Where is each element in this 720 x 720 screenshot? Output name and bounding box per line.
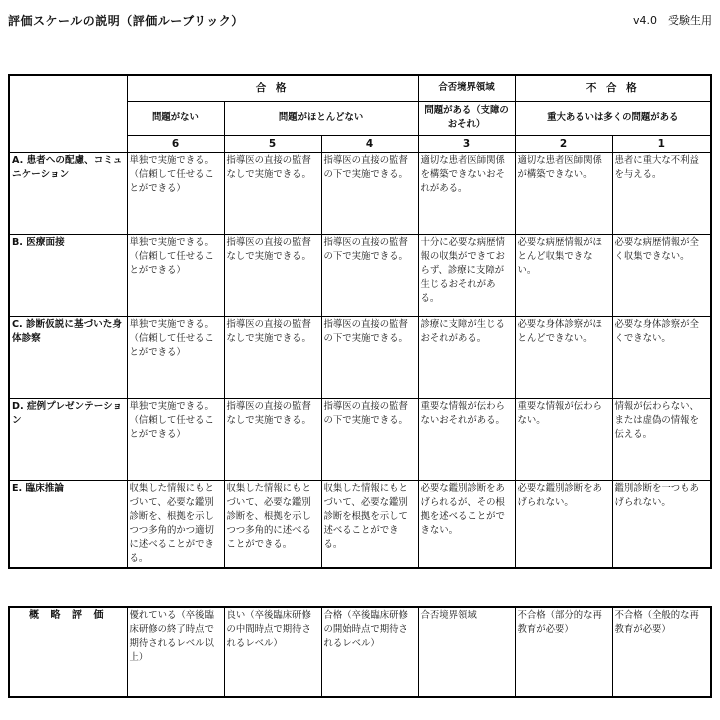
criterion-row-c: [9, 316, 711, 398]
subgroup-almost-no-problem: 問題がほとんどない: [224, 101, 418, 135]
group-borderline-header: 合否境界領域: [418, 75, 515, 101]
summary-table: [8, 606, 712, 698]
criterion-label: A. 患者への配慮、コミュニケーション: [9, 152, 127, 234]
score-3: 3: [418, 135, 515, 152]
group-fail-header: 不 合 格: [515, 75, 711, 101]
criterion-label: B. 医療面接: [9, 234, 127, 316]
rubric-cell: 指導医の直接の監督の下で実施できる。: [321, 152, 418, 234]
rubric-cell: 重要な情報が伝わらないおそれがある。: [418, 398, 515, 480]
rubric-cell: 必要な病歴情報がほとんど収集できない。: [515, 234, 612, 316]
corner-cell: [9, 75, 127, 152]
criterion-label: E. 臨床推論: [9, 480, 127, 568]
rubric-cell: 指導医の直接の監督なしで実施できる。: [224, 398, 321, 480]
rubric-cell: 必要な身体診察がほとんどできない。: [515, 316, 612, 398]
rubric-cell: 重要な情報が伝わらない。: [515, 398, 612, 480]
score-4: 4: [321, 135, 418, 152]
rubric-cell: 収集した情報にもとづいて、必要な鑑別診断を根拠を示して述べることができる。: [321, 480, 418, 568]
rubric-cell: 必要な病歴情報が全く収集できない。: [612, 234, 711, 316]
rubric-cell: 単独で実施できる。（信頼して任せることができる）: [127, 316, 224, 398]
criterion-row-a: [9, 152, 711, 234]
rubric-cell: 単独で実施できる。（信頼して任せることができる）: [127, 152, 224, 234]
score-2: 2: [515, 135, 612, 152]
summary-cell: 不合格（全般的な再教育が必要）: [612, 607, 711, 697]
criterion-row-b: [9, 234, 711, 316]
summary-cell: 合格（卒後臨床研修の開始時点で期待されるレベル）: [321, 607, 418, 697]
criterion-label: D. 症例プレゼンテーション: [9, 398, 127, 480]
rubric-cell: 患者に重大な不利益を与える。: [612, 152, 711, 234]
score-1: 1: [612, 135, 711, 152]
rubric-cell: 指導医の直接の監督なしで実施できる。: [224, 152, 321, 234]
rubric-cell: 適切な患者医師関係を構築できないおそれがある。: [418, 152, 515, 234]
rubric-cell: 指導医の直接の監督の下で実施できる。: [321, 316, 418, 398]
score-6: 6: [127, 135, 224, 152]
criterion-row-e: [9, 480, 711, 568]
rubric-cell: 情報が伝わらない、または虚偽の情報を伝える。: [612, 398, 711, 480]
rubric-cell: 適切な患者医師関係が構築できない。: [515, 152, 612, 234]
rubric-cell: 指導医の直接の監督の下で実施できる。: [321, 398, 418, 480]
rubric-cell: 鑑別診断を一つもあげられない。: [612, 480, 711, 568]
score-5: 5: [224, 135, 321, 152]
rubric-cell: 必要な鑑別診断をあげられるが、その根拠を述べることができない。: [418, 480, 515, 568]
criterion-label: C. 診断仮説に基づいた身体診察: [9, 316, 127, 398]
subgroup-no-problem: 問題がない: [127, 101, 224, 135]
rubric-cell: 必要な鑑別診断をあげられない。: [515, 480, 612, 568]
rubric-table: [8, 74, 712, 569]
summary-cell: 合否境界領域: [418, 607, 515, 697]
criterion-row-d: [9, 398, 711, 480]
subgroup-problem: 問題がある（支障のおそれ）: [418, 101, 515, 135]
document-title: 評価スケールの説明（評価ルーブリック）: [8, 14, 244, 28]
rubric-cell: 収集した情報にもとづいて、必要な鑑別診断を、根拠を示しつつ多角的かつ適切に述べることができる。: [127, 480, 224, 568]
rubric-cell: 診療に支障が生じるおそれがある。: [418, 316, 515, 398]
group-pass-header: 合 格: [127, 75, 418, 101]
subgroup-serious-problem: 重大あるいは多くの問題がある: [515, 101, 711, 135]
rubric-cell: 指導医の直接の監督なしで実施できる。: [224, 234, 321, 316]
rubric-cell: 単独で実施できる。（信頼して任せることができる）: [127, 234, 224, 316]
rubric-cell: 必要な身体診察が全くできない。: [612, 316, 711, 398]
rubric-cell: 指導医の直接の監督の下で実施できる。: [321, 234, 418, 316]
rubric-cell: 収集した情報にもとづいて、必要な鑑別診断を、根拠を示しつつ多角的に述べることができる。: [224, 480, 321, 568]
rubric-cell: 単独で実施できる。（信頼して任せることができる）: [127, 398, 224, 480]
summary-cell: 不合格（部分的な再教育が必要）: [515, 607, 612, 697]
rubric-cell: 指導医の直接の監督なしで実施できる。: [224, 316, 321, 398]
rubric-cell: 十分に必要な病歴情報の収集ができておらず、診療に支障が生じるおそれがある。: [418, 234, 515, 316]
summary-cell: 優れている（卒後臨床研修の終了時点で期待されるレベル以上）: [127, 607, 224, 697]
version-label: v4.0 受験生用: [632, 14, 712, 27]
summary-cell: 良い（卒後臨床研修の中間時点で期待されるレベル）: [224, 607, 321, 697]
summary-label: 概 略 評 価: [9, 607, 127, 697]
